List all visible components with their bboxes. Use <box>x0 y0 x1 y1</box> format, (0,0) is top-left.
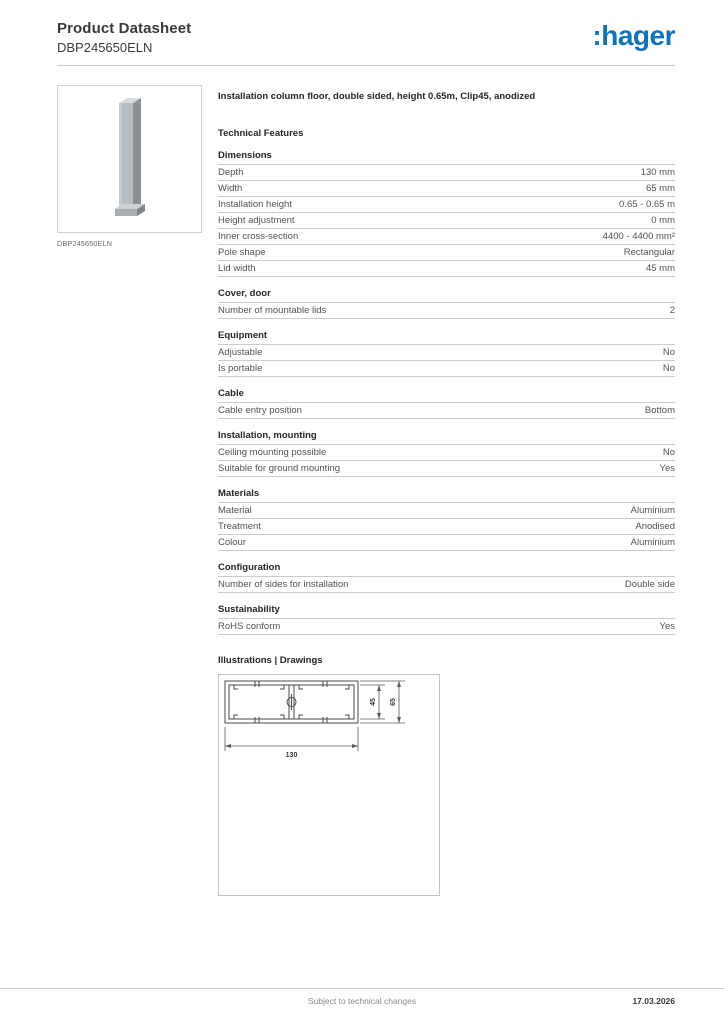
section-heading: Installation, mounting <box>218 430 317 441</box>
table-row <box>218 229 675 245</box>
footer-row <box>0 996 724 1008</box>
spec-label: Ceiling mounting possible <box>218 447 327 458</box>
table-row <box>218 535 675 551</box>
spec-value: Bottom <box>644 405 675 416</box>
spec-table <box>218 164 675 277</box>
spec-value: Anodised <box>635 521 675 532</box>
illustrations-heading: Illustrations | Drawings <box>218 655 323 666</box>
spec-value: No <box>662 347 675 358</box>
spec-label: Width <box>218 183 243 194</box>
dim-label-130: 130 <box>285 752 298 759</box>
spec-value: Yes <box>659 463 675 474</box>
main-column <box>218 85 675 896</box>
spec-value: No <box>662 447 675 458</box>
table-row <box>218 197 675 213</box>
section-heading: Equipment <box>218 330 268 341</box>
spec-table <box>218 444 675 477</box>
table-row <box>218 503 675 519</box>
spec-label: RoHS conform <box>218 621 281 632</box>
hager-logo: :hager <box>592 20 675 51</box>
header-titles <box>57 20 191 55</box>
section-heading: Materials <box>218 488 260 499</box>
section-configuration <box>218 562 675 593</box>
table-row <box>218 519 675 535</box>
spec-label: Number of sides for installation <box>218 579 349 590</box>
spec-table <box>218 618 675 635</box>
spec-label: Number of mountable lids <box>218 305 327 316</box>
dim-label-65: 65 <box>390 698 397 706</box>
spec-value: Aluminium <box>630 537 675 548</box>
spec-label: Cable entry position <box>218 405 302 416</box>
spec-label: Colour <box>218 537 246 548</box>
spec-value: 45 mm <box>645 263 675 274</box>
spec-label: Adjustable <box>218 347 263 358</box>
section-sustainability <box>218 604 675 635</box>
footer <box>0 988 724 1008</box>
product-image-caption: DBP245650ELN <box>57 239 113 248</box>
spec-value: No <box>662 363 675 374</box>
spec-label: Height adjustment <box>218 215 295 226</box>
section-heading: Dimensions <box>218 150 272 161</box>
spec-label: Suitable for ground mounting <box>218 463 340 474</box>
section-cover-door <box>218 288 675 319</box>
table-row <box>218 619 675 635</box>
spec-value: 0.65 - 0.65 m <box>619 199 675 210</box>
spec-table <box>218 402 675 419</box>
spec-label: Is portable <box>218 363 263 374</box>
spec-value: Yes <box>659 621 675 632</box>
product-image-column <box>57 85 202 248</box>
section-installation-mounting <box>218 430 675 477</box>
cross-section-drawing-icon <box>219 675 439 895</box>
spec-label: Inner cross-section <box>218 231 299 242</box>
spec-table <box>218 344 675 377</box>
column-product-illustration <box>58 86 201 232</box>
doc-title: Product Datasheet <box>57 20 192 37</box>
product-image <box>57 85 202 233</box>
technical-drawing <box>218 674 440 896</box>
table-row <box>218 303 675 319</box>
section-heading: Sustainability <box>218 604 280 615</box>
table-row <box>218 403 675 419</box>
table-row <box>218 461 675 477</box>
spec-label: Lid width <box>218 263 256 274</box>
spec-value: 4400 - 4400 mm² <box>602 231 675 242</box>
spec-label: Depth <box>218 167 244 178</box>
table-row <box>218 181 675 197</box>
spec-table <box>218 502 675 551</box>
spec-value: 0 mm <box>651 215 675 226</box>
spec-value: 130 mm <box>640 167 675 178</box>
section-cable <box>218 388 675 419</box>
table-row <box>218 445 675 461</box>
section-heading: Configuration <box>218 562 281 573</box>
header <box>0 0 724 55</box>
table-row <box>218 213 675 229</box>
content <box>0 66 724 896</box>
spec-label: Installation height <box>218 199 292 210</box>
footer-divider <box>0 988 724 989</box>
section-materials <box>218 488 675 551</box>
spec-table <box>218 302 675 319</box>
table-row <box>218 345 675 361</box>
section-heading: Cover, door <box>218 288 271 299</box>
table-row <box>218 245 675 261</box>
section-dimensions <box>218 150 675 277</box>
spec-label: Material <box>218 505 252 516</box>
technical-features-heading: Technical Features <box>218 128 304 139</box>
spec-label: Pole shape <box>218 247 266 258</box>
section-equipment <box>218 330 675 377</box>
product-description: Installation column floor, double sided, height 0.65m, Clip45, anodized <box>218 91 536 102</box>
spec-value: Double side <box>624 579 675 590</box>
spec-value: 65 mm <box>645 183 675 194</box>
footer-date: 17.03.2026 <box>632 996 675 1006</box>
section-heading: Cable <box>218 388 244 399</box>
spec-value: 2 <box>669 305 675 316</box>
spec-label: Treatment <box>218 521 261 532</box>
table-row <box>218 261 675 277</box>
product-code: DBP245650ELN <box>57 40 153 55</box>
spec-value: Aluminium <box>630 505 675 516</box>
dim-label-45: 45 <box>370 698 377 706</box>
table-row <box>218 165 675 181</box>
spec-table <box>218 576 675 593</box>
table-row <box>218 577 675 593</box>
spec-value: Rectangular <box>623 247 675 258</box>
table-row <box>218 361 675 377</box>
footer-note: Subject to technical changes <box>307 996 417 1006</box>
